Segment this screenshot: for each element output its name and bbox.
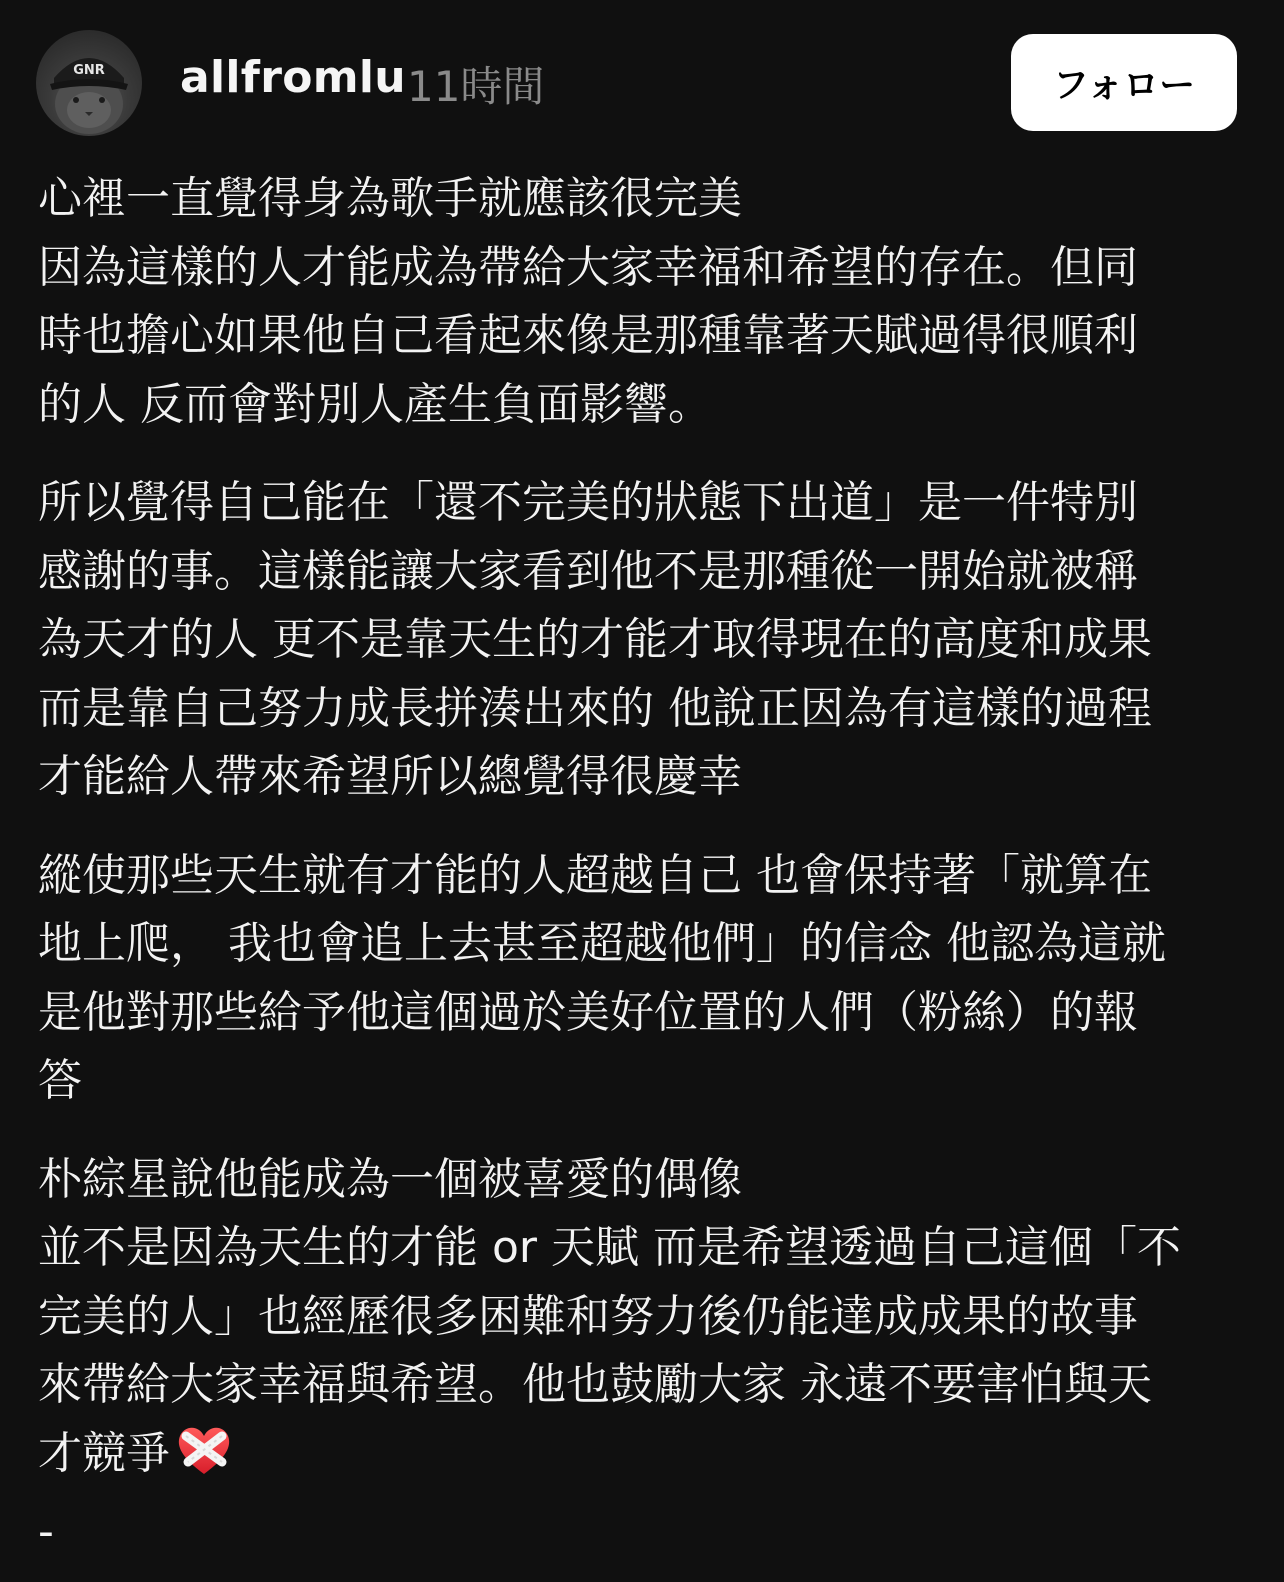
post-header: [0, 0, 1284, 160]
follow-button[interactable]: フォロー: [1011, 34, 1237, 131]
post-paragraph-1: 心裡一直覺得身為歌手就應該很完美 因為這樣的人才能成為帶給大家幸福和希望的存在。但同 時也擔心如果他自己看起來像是那種靠著天賦過得很順利 的人 反而會對別人產生負面影響。: [38, 173, 1138, 430]
post-body: [38, 165, 1258, 1567]
post-paragraph-4: [38, 1146, 1258, 1499]
avatar[interactable]: [36, 30, 142, 136]
post-paragraph-2: 所以覺得自己能在「還不完美的狀態下出道」是一件特別 感謝的事。這樣能讓大家看到他不是那種從一開始就被稱 為天才的人 更不是靠天生的才能才取得現在的高度和成果 而是靠自己努力成長拼湊出來的 他說正因為有這樣的過程 才能給人帶來希望所以總覺得很慶幸: [38, 477, 1152, 802]
post-trailing-dash: -: [38, 1506, 54, 1557]
avatar-cat-with-cap-icon: [36, 30, 142, 136]
avatar-cap-text: GNR: [73, 63, 105, 78]
mending-heart-icon: [174, 1422, 234, 1499]
post-paragraph-3: 縱使那些天生就有才能的人超越自己 也會保持著「就算在 地上爬， 我也會追上去甚至超越他們」的信念 他認為這就 是他對那些給予他這個過於美好位置的人們（粉絲）的報 答: [38, 849, 1166, 1106]
username-link[interactable]: allfromlu: [180, 52, 406, 103]
post-timestamp: 11時間: [407, 62, 545, 111]
post-paragraph-4-text: 朴綜星說他能成為一個被喜愛的偶像 並不是因為天生的才能 or 天賦 而是希望透過自己這個「不 完美的人」也經歷很多困難和努力後仍能達成成果的故事 來帶給大家幸福與希望。他也鼓勵大家 永遠不要害怕與天 才競爭: [38, 1153, 1181, 1479]
